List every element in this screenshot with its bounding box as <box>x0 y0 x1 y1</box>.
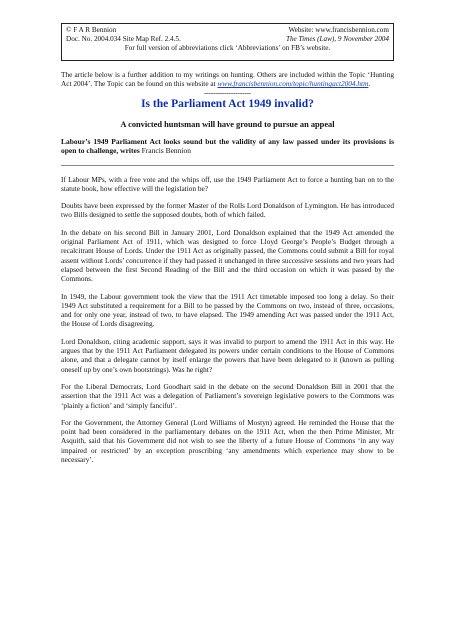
article-paragraph: Lord Donaldson, citing academic support, says it was invalid to purport to amend the 1911 Act in this way. He argues that by the 1911 Act Parliament delegated its powers under certain conditions to the House of Commons alone, and that a delegate cannot by itself enlarge the powers that have been delegated to it (known as pulling oneself up by one’s own bootstrings). Was he right? <box>61 336 394 374</box>
article-paragraph: For the Government, the Attorney General (Lord Williams of Mostyn) agreed. He reminded the House that the point had been considered in the parliamentary debates on the 1911 Act, when the then Prime Minister, Mr Asquith, said that his Government did not wish to see the liberty of a future House of Commons ‘in any way impaired or restricted’ by an exception proscribing ‘any amendments which experience may show to be necessary’. <box>61 417 394 465</box>
document-header-box <box>61 23 394 61</box>
publication-reference: The Times (Law), 9 November 2004 <box>285 35 389 43</box>
article-title: Is the Parliament Act 1949 invalid? <box>141 97 314 110</box>
header-row-2 <box>66 35 389 44</box>
intro-text: The article below is a further addition to my writings on hunting. Others are included within the Topic ‘Hunting Act 2004’. The Topic can be found on this website at <box>61 70 394 89</box>
article-standfirst <box>61 137 394 156</box>
abbreviations-note: For full version of abbreviations click ‘Abbreviations’ on FB’s website. <box>124 44 331 52</box>
article-author: Francis Bennion <box>141 146 191 156</box>
article-paragraph: In 1949, the Labour government took the view that the 1911 Act timetable imposed too long a delay. So their 1949 Act substituted a requirement for a Bill to be passed by the Commons on two, instead of three, occasions, and for only one year, instead of two, to have elapsed. The 1949 amending Act was passed under the 1911 Act, the House of Lords disagreeing. <box>61 291 394 329</box>
horizontal-rule <box>61 165 394 166</box>
article-subtitle: A convicted huntsman will have ground to pursue an appeal <box>120 119 335 129</box>
header-row-3 <box>66 44 389 53</box>
separator-line: --------------------- <box>204 87 251 97</box>
website-label: Website: www.francisbennion.com <box>288 26 389 34</box>
article-paragraph: In the debate on his second Bill in January 2001, Lord Donaldson explained that the 1949 Act amended the original Parliament Act of 1911, which was designed to force Lloyd George’s People’s Budget through a recalcitrant House of Lords. Under the 1911 Act as originally passed, the Commons could submit a Bill for royal assent without Lords’ concurrence if they had passed it unchanged in three successive sessions and two years had elapsed between the first Second Reading of the Bill and the third occasion on which it was passed by the Commons. <box>61 227 394 284</box>
article-paragraph: Doubts have been expressed by the former Master of the Rolls Lord Donaldson of Lymington. He has introduced two Bills designed to settle the supposed doubts, both of which failed. <box>61 201 394 220</box>
doc-reference: Doc. No. 2004.034 Site Map Ref. 2.4.5. <box>66 35 181 43</box>
intro-paragraph <box>61 70 394 89</box>
document-body <box>61 70 394 472</box>
article-paragraph: If Labour MPs, with a free vote and the whips off, use the 1949 Parliament Act to force a hunting ban on to the statute book, how effective will the legislation be? <box>61 174 394 193</box>
standfirst-text: Labour’s 1949 Parliament Act looks sound but the validity of any law passed under its provisions is open to challenge, writes <box>61 136 394 156</box>
intro-text-end: . <box>368 79 371 89</box>
topic-link[interactable]: www.francisbennion.com/topic/huntingact2004.htm <box>217 79 369 89</box>
copyright-notice: © F A R Bennion <box>66 26 117 34</box>
header-row-1 <box>66 26 389 35</box>
article-paragraph: For the Liberal Democrats, Lord Goodhart said in the debate on the second Donaldson Bill in 2001 that the assertion that the 1911 Act was a delegation of Parliament’s sovereign legislative powers to the Commons was ‘plainly a fiction’ and ‘simply fanciful’. <box>61 381 394 410</box>
